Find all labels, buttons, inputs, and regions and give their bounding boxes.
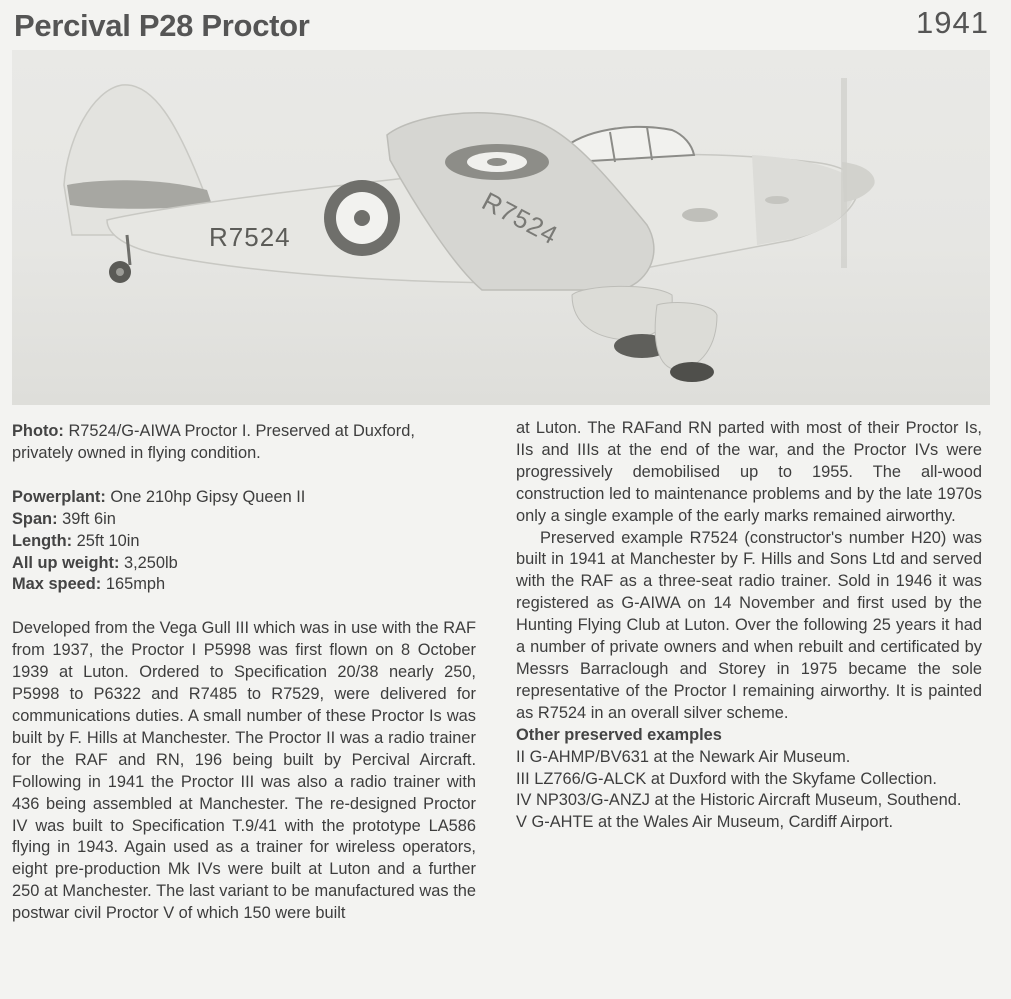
history-paragraph-1: Developed from the Vega Gull III which was in use with the RAF from 1937, the Proctor I P5998 was first flown on 8 October 1939 at Luton. Ordered to Specification 20/38 nearly 250, P5998 to P6322 and R7485 to R7529, were delivered for communications duties. A small number of these Proctor Is was built by F. Hills at Manchester. The Proctor II was a radio trainer for the RAF and RN, 196 being built by Percival Aircraft. Following in 1941 the Proctor III was also a radio trainer with 436 being assembled at Manchester. The re-designed Proctor IV was built to Specification T.9/41 with the prototype LA586 flying in 1943. Again used as a trainer for wireless operators, eight pre-production Mk IVs were built at Luton and a further 250 at Manchester. The last variant to be manufactured was the postwar civil Proctor V of which 150 were built: [12, 619, 476, 923]
spec-label: Length:: [12, 531, 73, 550]
spec-value: 165mph: [105, 575, 166, 594]
spec-value: 39ft 6in: [62, 509, 116, 528]
year-label: 1941: [916, 5, 989, 40]
photo-caption: [12, 421, 476, 465]
spec-value: One 210hp Gipsy Queen II: [110, 487, 306, 506]
left-column: [12, 421, 476, 925]
spec-label: Max speed:: [12, 575, 102, 594]
spec-list: [12, 487, 476, 597]
right-column: [516, 418, 982, 834]
spec-max-speed: [12, 574, 476, 596]
spec-label: Span:: [12, 509, 58, 528]
spec-weight: [12, 553, 476, 575]
spec-label: Powerplant:: [12, 487, 106, 506]
aircraft-photo: [12, 50, 990, 405]
other-example-item: II G-AHMP/BV631 at the Newark Air Museum.: [516, 747, 851, 766]
fuselage-serial: R7524: [209, 222, 291, 252]
caption-label: Photo:: [12, 422, 64, 440]
wing-serial: R7524: [477, 185, 564, 251]
other-example-item: V G-AHTE at the Wales Air Museum, Cardiff Airport.: [516, 813, 894, 832]
other-example-item: III LZ766/G-ALCK at Duxford with the Skyfame Collection.: [516, 769, 937, 788]
spec-length: [12, 531, 476, 553]
spec-span: [12, 509, 476, 531]
spec-value: 3,250lb: [124, 553, 178, 572]
page-title: Percival P28 Proctor: [14, 8, 310, 43]
spec-powerplant: [12, 487, 476, 509]
other-examples-heading: Other preserved examples: [516, 725, 722, 744]
history-paragraph-3: Preserved example R7524 (constructor's number H20) was built in 1941 at Manchester by F. Hills and Sons Ltd and served with the RAF as a three-seat radio trainer. Sold in 1946 it was registered as G-AIWA on 14 November and first used by the Hunting Flying Club at Luton. Over the following 25 years it had a number of private owners and when rebuilt and certificated by Messrs Barraclough and Storey in 1975 became the sole representative of the Proctor I remaining airworthy. It is painted as R7524 in an overall silver scheme.: [516, 528, 982, 722]
spec-value: 25ft 10in: [76, 531, 140, 550]
history-paragraph-2: at Luton. The RAFand RN parted with most of their Proctor Is, IIs and IIIs at the end of the war, and the Proctor IVs were progressively demobilised up to 1955. The all-wood construction led to maintenance problems and by the late 1970s only a single example of the early marks remained airworthy.: [516, 419, 982, 525]
other-example-item: IV NP303/G-ANZJ at the Historic Aircraft Museum, Southend.: [516, 791, 962, 810]
caption-text: R7524/G-AIWA Proctor I. Preserved at Duxford, privately owned in flying condition.: [12, 422, 415, 462]
aircraft-illustration: [12, 50, 990, 405]
spec-label: All up weight:: [12, 553, 120, 572]
